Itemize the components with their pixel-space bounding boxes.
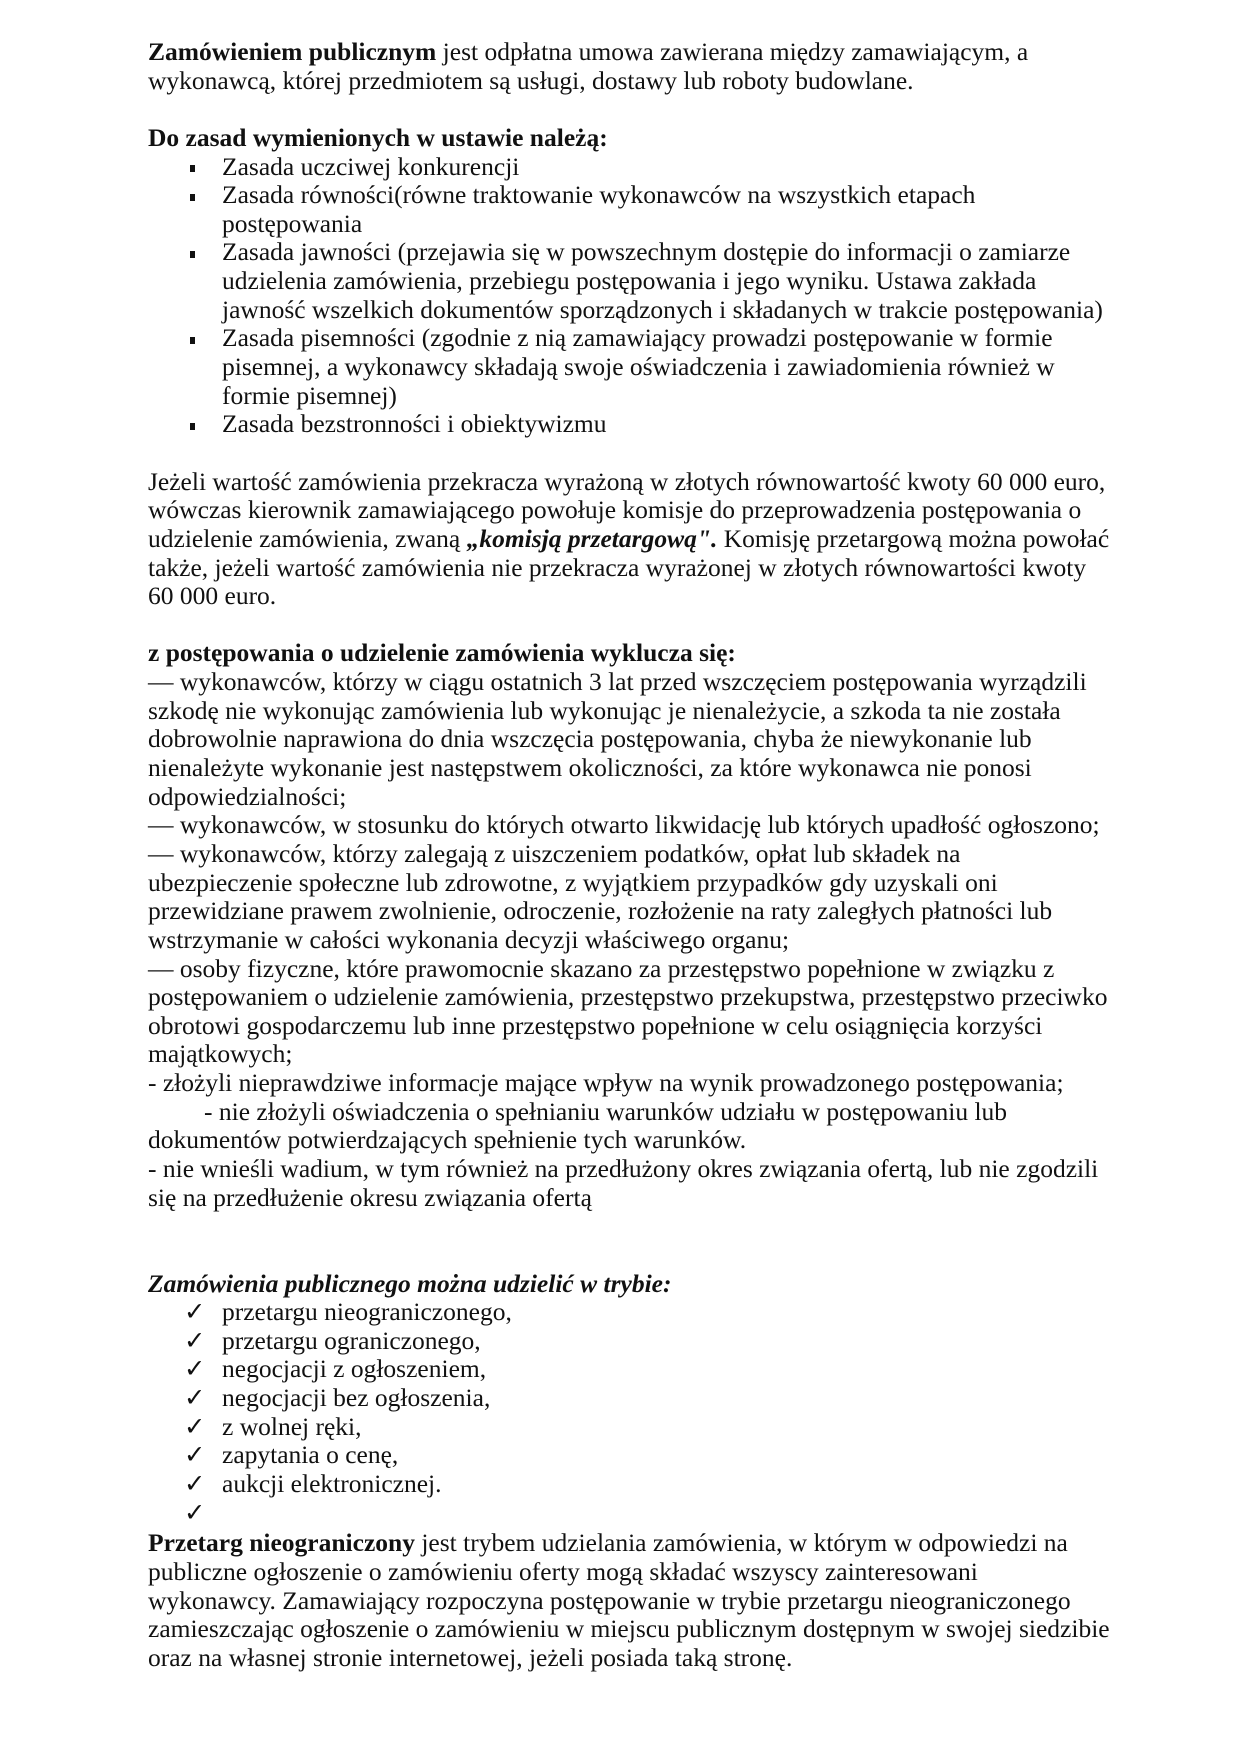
- text-line: Jeżeli wartość zamówienia przekracza wyrażoną w złotych równowartość kwoty 60 000 euro,: [148, 466, 1106, 496]
- text-line: jawność wszelkich dokumentów sporządzonych i składanych w trakcie postępowania): [222, 294, 1103, 324]
- bullet-square-icon: [190, 337, 195, 344]
- unlimited-tender-paragraph: [148, 1529, 1108, 1672]
- text-line: jest trybem udzielania zamówienia, w którym w odpowiedzi na: [414, 1528, 1068, 1558]
- bullet-square-icon: [190, 423, 195, 430]
- text-line: - złożyli nieprawdziwe informacje mające wpływ na wynik prowadzonego postępowania;: [148, 1068, 1064, 1098]
- checkmark-icon: ✓: [184, 1354, 206, 1384]
- text-line: nienależyte wykonanie jest następstwem okoliczności, za które wykonawca nie ponosi: [148, 753, 1032, 783]
- bullet-square-icon: [184, 410, 214, 439]
- text-line: przewidziane prawem zwolnienie, odroczenie, rozłożenie na raty zaległych płatności lub: [148, 896, 1053, 926]
- text-line: udzielenie zamówienia, zwaną: [148, 523, 467, 553]
- text-line: pisemnej, a wykonawcy składają swoje oświadczenia i zawiadomienia również w: [222, 352, 1055, 382]
- text-line: szkodę nie wykonując zamówienia lub wykonując je nienależycie, a szkoda ta nie została: [148, 695, 1061, 725]
- unlimited-term: Przetarg nieograniczony: [148, 1528, 415, 1558]
- text-line: — wykonawców, w stosunku do których otwarto likwidację lub których upadłość ogłoszono;: [148, 810, 1100, 840]
- text-line: wykonawcą, której przedmiotem są usługi, dostawy lub roboty budowlane.: [148, 65, 914, 95]
- text-line: postępowania: [222, 208, 363, 238]
- bullet-square-icon: [184, 238, 214, 267]
- exclusions-list: [148, 668, 1108, 1212]
- text-line: Zasada jawności (przejawia się w powszechnym dostępie do informacji o zamiarze: [222, 237, 1071, 267]
- checkmark-icon: ✓: [184, 1383, 206, 1413]
- intro-paragraph: [148, 38, 1108, 95]
- list-item: [148, 238, 1108, 324]
- list-item: [148, 1298, 1108, 1327]
- commission-paragraph: [148, 468, 1108, 611]
- text-line: oraz na własnej stronie internetowej, jeżeli posiada taką stronę.: [148, 1642, 793, 1672]
- bullet-square-icon: [190, 165, 195, 172]
- text-line: dokumentów potwierdzających spełnienie tych warunków.: [148, 1125, 747, 1155]
- text-line: majątkowych;: [148, 1039, 293, 1069]
- text-line: publiczne ogłoszenie o zamówieniu oferty mogą składać wszyscy zainteresowani: [148, 1556, 978, 1586]
- bullet-square-icon: [184, 153, 214, 182]
- text-line: — osoby fizyczne, które prawomocnie skazano za przestępstwo popełnione w związku z: [148, 953, 1055, 983]
- checkmark-icon: ✓: [184, 1497, 206, 1527]
- text-line: obrotowi gospodarczemu lub inne przestępstwo popełnione w celu osiągnięcia korzyści: [148, 1010, 1043, 1040]
- list-item-label: z wolnej ręki,: [222, 1411, 362, 1441]
- text-line: formie pisemnej): [222, 380, 397, 410]
- text-line: jest odpłatna umowa zawierana między zamawiającym, a: [436, 37, 1029, 66]
- text-line: wówczas kierownik zamawiającego powołuje komisje do przeprowadzenia postępowania o: [148, 495, 1082, 525]
- text-line: dobrowolnie naprawiona do dnia wszczęcia postępowania, chyba że niewykonanie lub: [148, 724, 1032, 754]
- bullet-square-icon: [184, 324, 214, 353]
- text-line: ubezpieczenie społeczne lub zdrowotne, z wyjątkiem przypadków gdy uzyskali oni: [148, 867, 998, 897]
- list-item: [148, 1499, 1108, 1528]
- text-line: postępowaniem o udzielenie zamówienia, przestępstwo przekupstwa, przestępstwo przeciwko: [148, 982, 1108, 1012]
- text-line: wykonawcy. Zamawiający rozpoczyna postępowanie w trybie przetargu nieograniczonego: [148, 1585, 1071, 1615]
- document-page: [148, 38, 1108, 1673]
- text-line: Komisję przetargową można powołać: [717, 523, 1110, 553]
- list-item: [148, 1470, 1108, 1499]
- modes-heading: Zamówienia publicznego można udzielić w trybie:: [148, 1268, 672, 1298]
- exclusions-heading: z postępowania o udzielenie zamówienia wyklucza się:: [148, 638, 736, 668]
- list-item: [148, 1355, 1108, 1384]
- text-line: Zasada uczciwej konkurencji: [222, 151, 520, 181]
- checkmark-icon: ✓: [184, 1325, 206, 1355]
- list-item: [148, 1441, 1108, 1470]
- list-item: [148, 1413, 1108, 1442]
- bullet-square-icon: [190, 251, 195, 258]
- list-item-label: negocjacji bez ogłoszenia,: [222, 1383, 491, 1413]
- list-item-label: negocjacji z ogłoszeniem,: [222, 1354, 487, 1384]
- list-item-label: przetargu nieograniczonego,: [222, 1297, 512, 1327]
- list-item: [148, 181, 1108, 238]
- text-line: 60 000 euro.: [148, 581, 277, 611]
- list-item-label: zapytania o cenę,: [222, 1440, 399, 1470]
- list-item: [148, 153, 1108, 182]
- text-line: się na przedłużenie okresu związania ofertą: [148, 1182, 592, 1212]
- text-line: Zasada pisemności (zgodnie z nią zamawiający prowadzi postępowanie w formie: [222, 323, 1053, 353]
- list-item: [148, 410, 1108, 439]
- text-line: - nie złożyli oświadczenia o spełnianiu warunków udziału w postępowaniu lub: [204, 1096, 1008, 1126]
- text-line: Zasada równości(równe traktowanie wykonawców na wszystkich etapach: [222, 180, 976, 210]
- bullet-square-icon: [190, 194, 195, 201]
- text-line: Zasada bezstronności i obiektywizmu: [222, 409, 607, 439]
- checkmark-icon: ✓: [184, 1440, 206, 1470]
- checkmark-icon: ✓: [184, 1411, 206, 1441]
- intro-term: Zamówieniem publicznym: [148, 37, 437, 66]
- checkmark-icon: ✓: [184, 1469, 206, 1499]
- text-line: odpowiedzialności;: [148, 781, 347, 811]
- text-line: także, jeżeli wartość zamówienia nie przekracza wyrażonej w złotych równowartości kwoty: [148, 552, 1087, 582]
- modes-list: [148, 1298, 1108, 1527]
- principles-list: [148, 153, 1108, 439]
- bullet-square-icon: [184, 181, 214, 210]
- text-line: wstrzymanie w całości wykonania decyzji właściwego organu;: [148, 924, 790, 954]
- text-line: - nie wnieśli wadium, w tym również na przedłużony okres związania ofertą, lub nie zgodzili: [148, 1153, 1099, 1183]
- principles-heading: Do zasad wymienionych w ustawie należą:: [148, 122, 608, 152]
- commission-term: „komisją przetargową".: [466, 523, 718, 553]
- text-line: zamieszczając ogłoszenie o zamówieniu w miejscu publicznym dostępnym w swojej siedzibie: [148, 1614, 1110, 1644]
- text-line: udzielenia zamówienia, przebiegu postępowania i jego wyniku. Ustawa zakłada: [222, 266, 1037, 296]
- list-item-label: przetargu ograniczonego,: [222, 1325, 481, 1355]
- list-item-label: aukcji elektronicznej.: [222, 1469, 442, 1499]
- list-item: [148, 1384, 1108, 1413]
- list-item: [148, 1327, 1108, 1356]
- list-item: [148, 324, 1108, 410]
- text-line: — wykonawców, którzy zalegają z uiszczeniem podatków, opłat lub składek na: [148, 838, 961, 868]
- text-line: — wykonawców, którzy w ciągu ostatnich 3 lat przed wszczęciem postępowania wyrządzili: [148, 667, 1087, 697]
- checkmark-icon: ✓: [184, 1297, 206, 1327]
